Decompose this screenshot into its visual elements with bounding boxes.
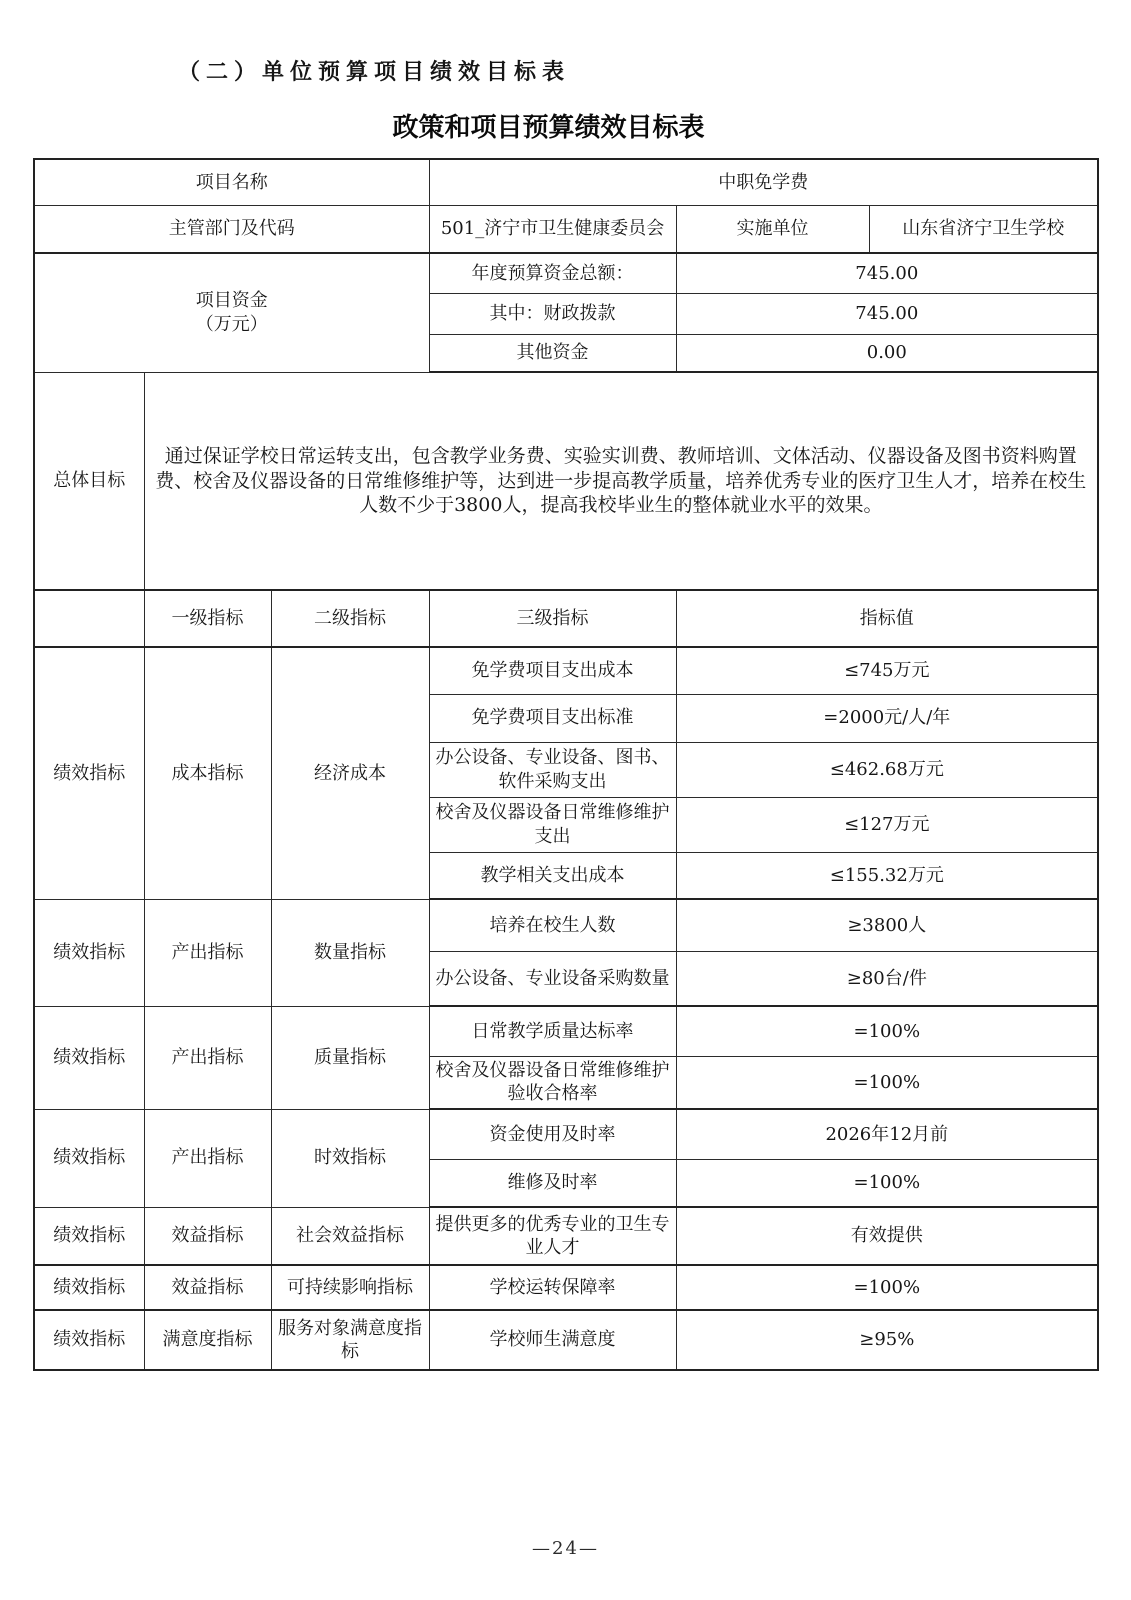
funds-total-label: 年度预算资金总额：	[429, 253, 676, 293]
project-name-label: 项目名称	[34, 159, 429, 205]
indicator-name: 免学费项目支出标准	[429, 694, 676, 742]
indicator-value: ≤745万元	[676, 647, 1098, 694]
indicator-level2: 数量指标	[271, 899, 429, 1006]
indicator-level2: 质量指标	[271, 1006, 429, 1109]
funds-fiscal-value: 745.00	[676, 293, 1098, 334]
indicator-category: 绩效指标	[34, 647, 144, 899]
indicator-name: 学校师生满意度	[429, 1310, 676, 1370]
project-name-value: 中职免学费	[429, 159, 1098, 205]
page-number: —24—	[532, 1538, 599, 1559]
header-level2: 二级指标	[271, 590, 429, 647]
header-level1: 一级指标	[144, 590, 271, 647]
indicator-level1: 满意度指标	[144, 1310, 271, 1370]
indicator-category: 绩效指标	[34, 899, 144, 1006]
indicator-level1: 成本指标	[144, 647, 271, 899]
indicator-name: 学校运转保障率	[429, 1265, 676, 1310]
indicator-name: 日常教学质量达标率	[429, 1006, 676, 1056]
indicator-value: =100%	[676, 1265, 1098, 1310]
indicator-name: 校舍及仪器设备日常维修维护验收合格率	[429, 1056, 676, 1109]
indicator-header-row	[34, 590, 1098, 647]
indicator-value: =100%	[676, 1159, 1098, 1207]
table-row	[34, 1310, 1098, 1370]
indicator-value: ≤462.68万元	[676, 742, 1098, 797]
indicator-level1: 产出指标	[144, 1006, 271, 1109]
table-row	[34, 1109, 1098, 1159]
header-empty-cell	[34, 590, 144, 647]
indicator-name: 免学费项目支出成本	[429, 647, 676, 694]
indicator-level2: 服务对象满意度指标	[271, 1310, 429, 1370]
section-heading: （二）单位预算项目绩效目标表	[178, 59, 571, 85]
header-level3: 三级指标	[429, 590, 676, 647]
funds-fiscal-label: 其中：财政拨款	[429, 293, 676, 334]
table-row	[34, 899, 1098, 951]
table-row	[34, 159, 1098, 205]
indicator-level1: 效益指标	[144, 1207, 271, 1265]
indicator-level2: 时效指标	[271, 1109, 429, 1207]
funds-label: 项目资金 （万元）	[34, 253, 429, 372]
indicator-category: 绩效指标	[34, 1109, 144, 1207]
indicator-level2: 社会效益指标	[271, 1207, 429, 1265]
dept-label: 主管部门及代码	[34, 205, 429, 253]
performance-target-table	[33, 158, 1099, 1371]
page-title: 政策和项目预算绩效目标表	[392, 112, 705, 142]
indicator-value: ≤155.32万元	[676, 852, 1098, 899]
indicator-level1: 产出指标	[144, 1109, 271, 1207]
table-row	[34, 205, 1098, 253]
impl-unit-value: 山东省济宁卫生学校	[869, 205, 1098, 253]
indicator-name: 教学相关支出成本	[429, 852, 676, 899]
indicator-name: 培养在校生人数	[429, 899, 676, 951]
indicator-level2: 可持续影响指标	[271, 1265, 429, 1310]
dept-value: 501_济宁市卫生健康委员会	[429, 205, 676, 253]
indicator-category: 绩效指标	[34, 1006, 144, 1109]
indicator-category: 绩效指标	[34, 1207, 144, 1265]
indicator-value: =2000元/人/年	[676, 694, 1098, 742]
table-row	[34, 1006, 1098, 1056]
indicator-name: 资金使用及时率	[429, 1109, 676, 1159]
overall-goal-text: 通过保证学校日常运转支出，包含教学业务费、实验实训费、教师培训、文体活动、仪器设备及图书资料购置费、校舍及仪器设备的日常维修维护等，达到进一步提高教学质量，培养优秀专业的医疗卫生人才，培养在校生人数不少于3800人，提高我校毕业生的整体就业水平的效果。	[144, 372, 1098, 590]
indicator-level1: 产出指标	[144, 899, 271, 1006]
table-row	[34, 647, 1098, 694]
indicator-value: ≥80台/件	[676, 951, 1098, 1006]
indicator-value: ≤127万元	[676, 797, 1098, 852]
indicator-level2: 经济成本	[271, 647, 429, 899]
indicator-name: 办公设备、专业设备、图书、软件采购支出	[429, 742, 676, 797]
impl-unit-label: 实施单位	[676, 205, 869, 253]
indicator-value: 有效提供	[676, 1207, 1098, 1265]
indicator-category: 绩效指标	[34, 1310, 144, 1370]
indicator-name: 提供更多的优秀专业的卫生专业人才	[429, 1207, 676, 1265]
overall-goal-label: 总体目标	[34, 372, 144, 590]
header-value: 指标值	[676, 590, 1098, 647]
table-row	[34, 1265, 1098, 1310]
table-row	[34, 372, 1098, 590]
indicator-value: ≥95%	[676, 1310, 1098, 1370]
indicator-name: 维修及时率	[429, 1159, 676, 1207]
table-row	[34, 1207, 1098, 1265]
indicator-category: 绩效指标	[34, 1265, 144, 1310]
indicator-name: 办公设备、专业设备采购数量	[429, 951, 676, 1006]
indicator-value: =100%	[676, 1006, 1098, 1056]
indicator-value: =100%	[676, 1056, 1098, 1109]
indicator-level1: 效益指标	[144, 1265, 271, 1310]
table-row	[34, 253, 1098, 293]
indicator-value: ≥3800人	[676, 899, 1098, 951]
funds-other-label: 其他资金	[429, 334, 676, 372]
indicator-name: 校舍及仪器设备日常维修维护支出	[429, 797, 676, 852]
indicator-value: 2026年12月前	[676, 1109, 1098, 1159]
funds-other-value: 0.00	[676, 334, 1098, 372]
funds-total-value: 745.00	[676, 253, 1098, 293]
